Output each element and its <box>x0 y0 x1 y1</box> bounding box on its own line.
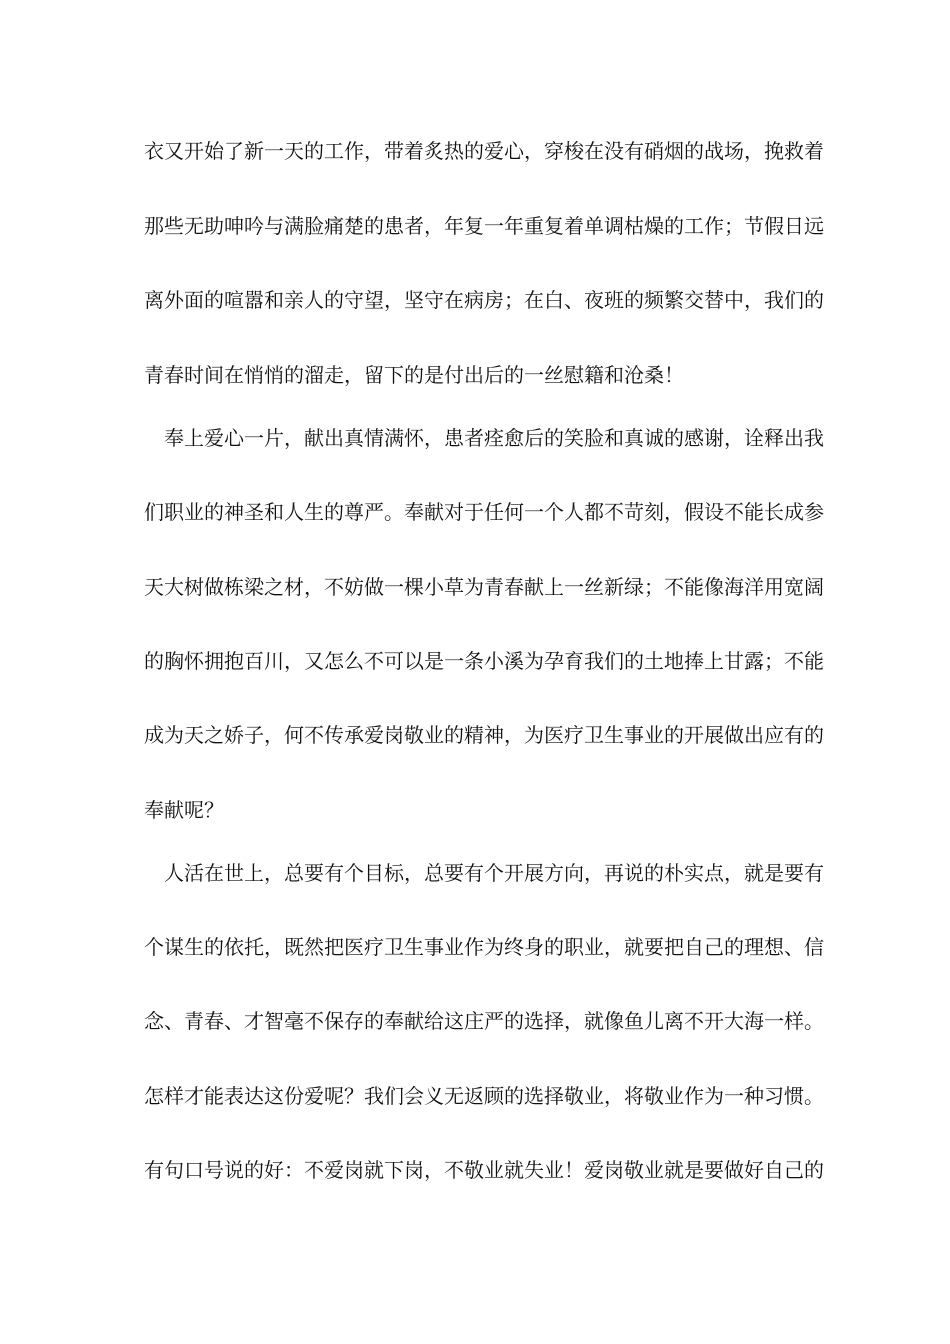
text-line: 衣又开始了新一天的工作，带着炙热的爱心，穿梭在没有硝烟的战场，挽救着 <box>144 139 824 163</box>
text-line: 天大树做栋梁之材，不妨做一棵小草为青春献上一丝新绿；不能像海洋用宽阔 <box>144 575 824 599</box>
text-line: 个谋生的依托，既然把医疗卫生事业作为终身的职业，就要把自己的理想、信 <box>144 935 824 959</box>
text-line: 奉献呢？ <box>144 798 224 822</box>
text-line: 念、青春、才智毫不保存的奉献给这庄严的选择，就像鱼儿离不开大海一样。 <box>144 1009 824 1033</box>
paragraph-first-line: 人活在世上，总要有个目标，总要有个开展方向，再说的朴实点，就是要有 <box>164 861 824 885</box>
text-line: 有句口号说的好：不爱岗就下岗，不敬业就失业！爱岗敬业就是要做好自己的 <box>144 1158 824 1182</box>
text-line: 怎样才能表达这份爱呢？我们会义无返顾的选择敬业，将敬业作为一种习惯。 <box>144 1084 824 1108</box>
text-line: 那些无助呻吟与满脸痛楚的患者，年复一年重复着单调枯燥的工作；节假日远 <box>144 214 824 238</box>
text-line: 成为天之娇子，何不传承爱岗敬业的精神，为医疗卫生事业的开展做出应有的 <box>144 723 824 747</box>
text-line: 的胸怀拥抱百川，又怎么不可以是一条小溪为孕育我们的土地捧上甘露；不能 <box>144 649 824 673</box>
paragraph-first-line: 奉上爱心一片，献出真情满怀，患者痊愈后的笑脸和真诚的感谢，诠释出我 <box>164 426 824 450</box>
text-line: 青春时间在悄悄的溜走，留下的是付出后的一丝慰籍和沧桑！ <box>144 363 684 387</box>
text-line: 离外面的喧嚣和亲人的守望，坚守在病房；在白、夜班的频繁交替中，我们的 <box>144 288 824 312</box>
text-line: 们职业的神圣和人生的尊严。奉献对于任何一个人都不苛刻，假设不能长成参 <box>144 500 824 524</box>
